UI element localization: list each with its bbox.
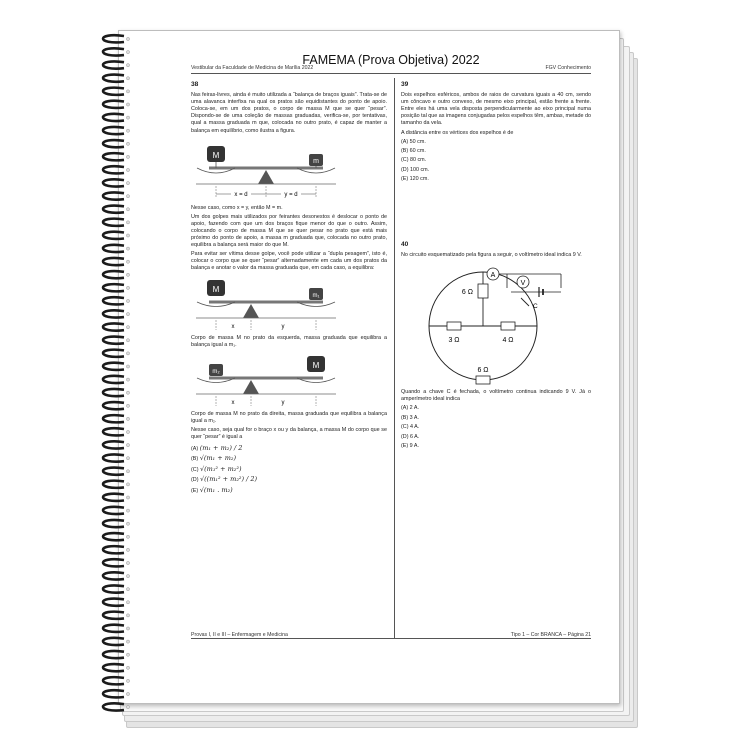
spiral-coil [103,468,124,475]
header-left-text: Vestibular da Faculdade de Medicina de Marília 2022 [191,65,314,71]
binding-hole [126,77,129,80]
spiral-coil [103,454,124,461]
spiral-coil [103,507,124,514]
footer-rule [191,638,591,639]
binding-hole [126,168,129,171]
question-text: Nesse caso, como x = y, então M = m. [191,204,283,211]
spiral-coil [103,323,124,330]
resistor-left [447,322,461,330]
spiral-coil [103,140,124,147]
question-39 [401,81,591,186]
spiral-coil [103,572,124,579]
spiral-coil [103,88,124,95]
spiral-coil [103,638,124,645]
svg-text:A: A [490,272,496,280]
spiral-coil [103,690,124,697]
binding-hole [126,417,129,420]
question-number: 40 [401,241,409,248]
spiral-binding [88,22,148,722]
answer-option[interactable]: (B) √(m₁ + m₂) [191,454,237,463]
answer-option[interactable]: (D) √((m₁² + m₂²) / 2) [191,475,258,484]
spiral-coil [103,651,124,658]
spiral-coil [103,232,124,239]
spiral-coil [103,415,124,422]
resistor-bottom [476,376,490,384]
binding-hole [126,496,129,499]
fulcrum [243,380,259,394]
answer-option[interactable]: (D) 100 cm. [401,166,430,173]
binding-hole [126,260,129,263]
switch-icon [521,298,529,306]
spiral-coil [103,703,124,710]
svg-text:m: m [313,157,319,165]
spiral-coil [103,75,124,82]
page-content [191,31,591,703]
spiral-coil [103,363,124,370]
spiral-coil [103,219,124,226]
question-40 [401,241,591,452]
binding-hole [126,706,129,709]
binding-hole [126,208,129,211]
binding-hole [126,182,129,185]
spiral-coil [103,179,124,186]
svg-text:6 Ω: 6 Ω [477,367,489,375]
binding-hole [126,339,129,342]
svg-text:V: V [520,280,526,288]
binding-hole [126,404,129,407]
binding-hole [126,588,129,591]
binding-hole [126,601,129,604]
spiral-coil [103,664,124,671]
binding-hole [126,483,129,486]
spiral-coil [103,520,124,527]
binding-hole [126,221,129,224]
answer-option[interactable]: (E) √(m₁ . m₂) [191,485,233,494]
page-title: FAMEMA (Prova Objetiva) 2022 [302,53,480,67]
header-rule [191,73,591,74]
circuit-diagram [411,262,581,386]
spiral-coil [103,625,124,632]
binding-hole [126,195,129,198]
svg-text:M: M [212,284,220,294]
spiral-coil [103,206,124,213]
spiral-coil [103,271,124,278]
answer-options [191,445,387,495]
binding-hole [126,352,129,355]
footer-right-text: Tipo 1 – Cor BRANCA – Página 21 [510,632,591,638]
binding-hole [126,522,129,525]
binding-hole [126,313,129,316]
balance-figure-mass-right [191,352,341,408]
question-number: 39 [401,81,409,88]
spiral-coil [103,428,124,435]
answer-option[interactable]: (A) 50 cm. [401,138,426,145]
spiral-coil [103,337,124,344]
binding-hole [126,575,129,578]
question-text: Corpo de massa M no prato da direita, massa graduada que equilibra a balança igual a m₂. [191,410,387,424]
spiral-coil [103,310,124,317]
answer-option[interactable]: (C) √(m₁² + m₂²) [191,464,242,473]
binding-hole [126,509,129,512]
header-right-text: FGV Conhecimento [545,65,591,71]
spiral-coil [103,297,124,304]
binding-hole [126,365,129,368]
answer-option[interactable]: (E) 120 cm. [401,176,429,183]
svg-text:y: y [281,399,285,406]
binding-hole [126,142,129,145]
dimension-label-left: x = d [234,191,248,198]
fulcrum [258,170,274,184]
binding-hole [126,627,129,630]
spiral-coil [103,559,124,566]
spiral-coil [103,402,124,409]
svg-text:M: M [312,360,320,370]
spiral-coil [103,127,124,134]
question-38 [191,81,387,497]
spiral-coil [103,376,124,383]
spiral-coil [103,481,124,488]
answer-option[interactable]: (A) 2 A. [401,405,419,412]
binding-hole [126,299,129,302]
spiral-coil [103,677,124,684]
answer-option[interactable]: (A) (m₁ + m₂) / 2 [191,444,243,453]
binding-hole [126,561,129,564]
spiral-coil [103,153,124,160]
spiral-coil [103,612,124,619]
spiral-coil [103,350,124,357]
answer-option[interactable]: (E) 9 A. [401,443,419,449]
binding-hole [126,640,129,643]
resistor-top [478,284,488,298]
binding-hole [126,103,129,106]
question-text: Para evitar ser vítima desse golpe, você pode utilizar a “dupla pesagem”, isto é, colocar o corpo que se quer “pesar” alternadamente em cada um dos pratos da balança e anotar o valor da massa graduada que, em cada caso, a equilibra: [191,251,387,272]
binding-hole [126,37,129,40]
spiral-coil [103,48,124,55]
question-text: Quando a chave C é fechada, o voltímetro continua indicando 9 V. Já o amperímetro ideal indica [401,389,591,403]
svg-text:y: y [281,323,285,330]
binding-hole [126,155,129,158]
fulcrum [243,304,259,318]
binding-hole [126,548,129,551]
binding-hole [126,653,129,656]
question-text: Nesse caso, seja qual for o braço x ou y da balança, a massa M do corpo que se quer “pesar” é igual a [191,426,387,440]
binding-hole [126,692,129,695]
spiral-coil [103,441,124,448]
question-text: Corpo de massa M no prato da esquerda, massa graduada que equilibra a balança igual a m₁. [191,334,387,348]
binding-hole [126,679,129,682]
spiral-coil [103,258,124,265]
binding-hole [126,430,129,433]
spiral-coil [103,35,124,42]
spiral-coil [103,61,124,68]
spiral-coil [103,533,124,540]
question-text: Dois espelhos esféricos, ambos de raios de curvatura iguais a 40 cm, sendo um côncavo e outro convexo, de mesmo eixo principal, estão frente a frente. Entre eles há uma vela disposta perpendicularmente ao eixo principal numa posição tal que as imagens conjugadas pelos espelhos têm, ambas, metade do tamanho da vela. [401,92,591,127]
svg-text:x: x [231,399,235,406]
answer-option[interactable]: (C) 4 A. [401,424,420,431]
binding-hole [126,51,129,54]
footer-left-text: Provas I, II e III – Enfermagem e Medicina [191,632,288,638]
svg-text:m₁: m₁ [312,292,320,299]
svg-text:3 Ω: 3 Ω [448,337,460,345]
binding-hole [126,64,129,67]
binding-hole [126,129,129,132]
question-text: No circuito esquematizado pela figura a seguir, o voltímetro ideal indica 9 V. [401,252,582,259]
binding-hole [126,273,129,276]
spiral-coil [103,192,124,199]
answer-option[interactable]: (C) 80 cm. [401,157,427,164]
spiral-coil [103,494,124,501]
question-number: 38 [191,81,199,88]
balance-figure-equal-arms [191,138,341,202]
binding-hole [126,90,129,93]
binding-hole [126,326,129,329]
svg-text:m₂: m₂ [212,368,220,375]
question-text: Nas feiras-livres, ainda é muito utilizada a “balança de braços iguais”. Trata-se de uma alavanca interfixa na qual os pratos são equidistantes do ponto de apoio. Coloca-se, em um dos pratos, o corpo de massa M que se quer “pesar”. Dispondo-se de uma coleção de massas graduadas, verifica-se, por tentativas, qual a massa graduada m que, colocada no outro prato, é capaz de manter a balança em equilíbrio, como ilustra a figura. [191,92,387,134]
binding-hole [126,457,129,460]
binding-hole [126,286,129,289]
dimension-label-right: y = d [284,191,298,198]
balance-figure-mass-left [191,276,341,332]
svg-text:4 Ω: 4 Ω [502,337,514,345]
resistor-middle [501,322,515,330]
document-page [118,30,620,704]
svg-text:x: x [231,323,235,330]
spiral-coil [103,114,124,121]
column-divider [394,78,395,638]
question-text: Um dos golpes mais utilizados por feirantes desonestos é deslocar o ponto de apoio, fazendo com que um dos braços fique menor do que o outro. Assim, colocando o corpo de massa M que se quer pesar no prato que está mais próximo do ponto de apoio, a massa m graduada que, colocada no outro prato, equilibra a balança será maior do que M. [191,213,387,249]
spiral-coil [103,245,124,252]
switch-label: C [533,303,538,311]
answer-option[interactable]: (B) 60 cm. [401,148,426,155]
spiral-coil [103,101,124,108]
spiral-coil [103,599,124,606]
question-text: A distância entre os vértices dos espelhos é de [401,129,514,136]
spiral-coil [103,284,124,291]
binding-hole [126,666,129,669]
spiral-coil [103,585,124,592]
binding-hole [126,535,129,538]
answer-option[interactable]: (D) 6 A. [401,433,420,440]
answer-option[interactable]: (B) 3 A. [401,414,419,421]
spiral-coil [103,166,124,173]
binding-hole [126,470,129,473]
binding-hole [126,614,129,617]
binding-hole [126,247,129,250]
spiral-coil [103,546,124,553]
binding-hole [126,378,129,381]
binding-hole [126,444,129,447]
svg-text:6 Ω: 6 Ω [461,289,473,297]
binding-hole [126,391,129,394]
binding-hole [126,234,129,237]
svg-text:M: M [212,150,220,160]
binding-hole [126,116,129,119]
spiral-coil [103,389,124,396]
